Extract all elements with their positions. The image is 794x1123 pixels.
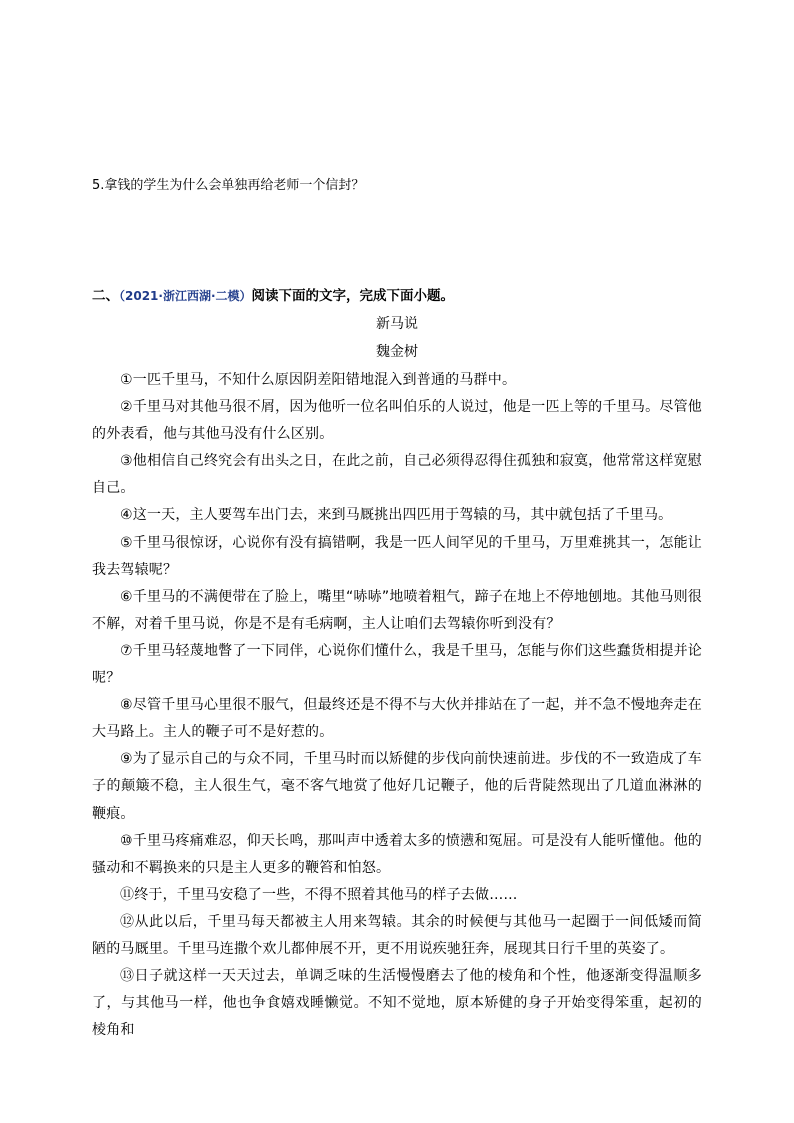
paragraph-6: ⑥千里马的不满便带在了脸上，嘴里“哧哧”地喷着粗气，蹄子在地上不停地刨地。其他马则很不解，对着千里马说，你是不是有毛病啊，主人让咱们去驾辕你听到没有？ xyxy=(92,588,702,632)
section-heading xyxy=(92,286,454,306)
paragraph-8: ⑧尽管千里马心里很不服气，但最终还是不得不与大伙并排站在了一起，并不急不慢地奔走在大马路上。主人的鞭子可不是好惹的。 xyxy=(92,697,702,741)
section-prefix: 二、 xyxy=(92,288,119,304)
paragraph-4: ④这一天，主人要驾车出门去，来到马厩挑出四匹用于驾辕的马，其中就包括了千里马。 xyxy=(120,507,673,524)
paragraph-13: ⑬日子就这样一天天过去，单调乏味的生活慢慢磨去了他的棱角和个性，他逐渐变得温顺多了，与其他马一样，他也争食嬉戏睡懒觉。不知不觉地，原本矫健的身子开始变得笨重，起初的棱角和 xyxy=(92,968,702,1039)
paragraph-3: ③他相信自己终究会有出头之日，在此之前，自己必须得忍得住孤独和寂寞，他常常这样宽慰自己。 xyxy=(92,453,702,497)
paragraph-7: ⑦千里马轻蔑地瞥了一下同伴，心说你们懂什么，我是千里马，怎能与你们这些蠢货相提并论呢？ xyxy=(92,642,702,687)
section-instruction: 阅读下面的文字，完成下面小题。 xyxy=(251,288,455,304)
question-5: 5.拿钱的学生为什么会单独再给老师一个信封？ xyxy=(92,178,365,193)
paragraph-5: ⑤千里马很惊讶，心说你有没有搞错啊，我是一匹人间罕见的千里马，万里难挑其一，怎能让我去驾辕呢？ xyxy=(92,534,702,578)
article-author: 魏金树 xyxy=(376,344,418,360)
article-body xyxy=(92,367,702,1044)
paragraph-2: ②千里马对其他马很不屑，因为他听一位名叫伯乐的人说过，他是一匹上等的千里马。尽管他的外表看，他与其他马没有什么区别。 xyxy=(92,399,702,443)
paragraph-9: ⑨为了显示自己的与众不同，千里马时而以矫健的步伐向前快速前进。步伐的不一致造成了车子的颠簸不稳，主人很生气，毫不客气地赏了他好几记鞭子，他的后背陡然现出了几道血淋淋的鞭痕。 xyxy=(92,751,702,822)
article-title: 新马说 xyxy=(376,316,418,332)
paragraph-1: ①一匹千里马，不知什么原因阴差阳错地混入到普通的马群中。 xyxy=(120,372,517,388)
paragraph-11: ⑪终于，千里马安稳了一些，不得不照着其他马的样子去做…… xyxy=(120,886,518,903)
section-source: （2021·浙江西湖·二模） xyxy=(119,289,252,303)
paragraph-10: ⑩千里马疼痛难忍，仰天长鸣，那叫声中透着太多的愤懑和冤屈。可是没有人能听懂他。他的骚动和不羁换来的只是主人更多的鞭笞和怕怒。 xyxy=(92,832,702,876)
paragraph-12: ⑫从此以后，千里马每天都被主人用来驾辕。其余的时候便与其他马一起圈于一间低矮而简陋的马厩里。千里马连撒个欢儿都伸展不开，更不用说疾驰狂奔，展现其日行千里的英姿了。 xyxy=(92,913,702,957)
